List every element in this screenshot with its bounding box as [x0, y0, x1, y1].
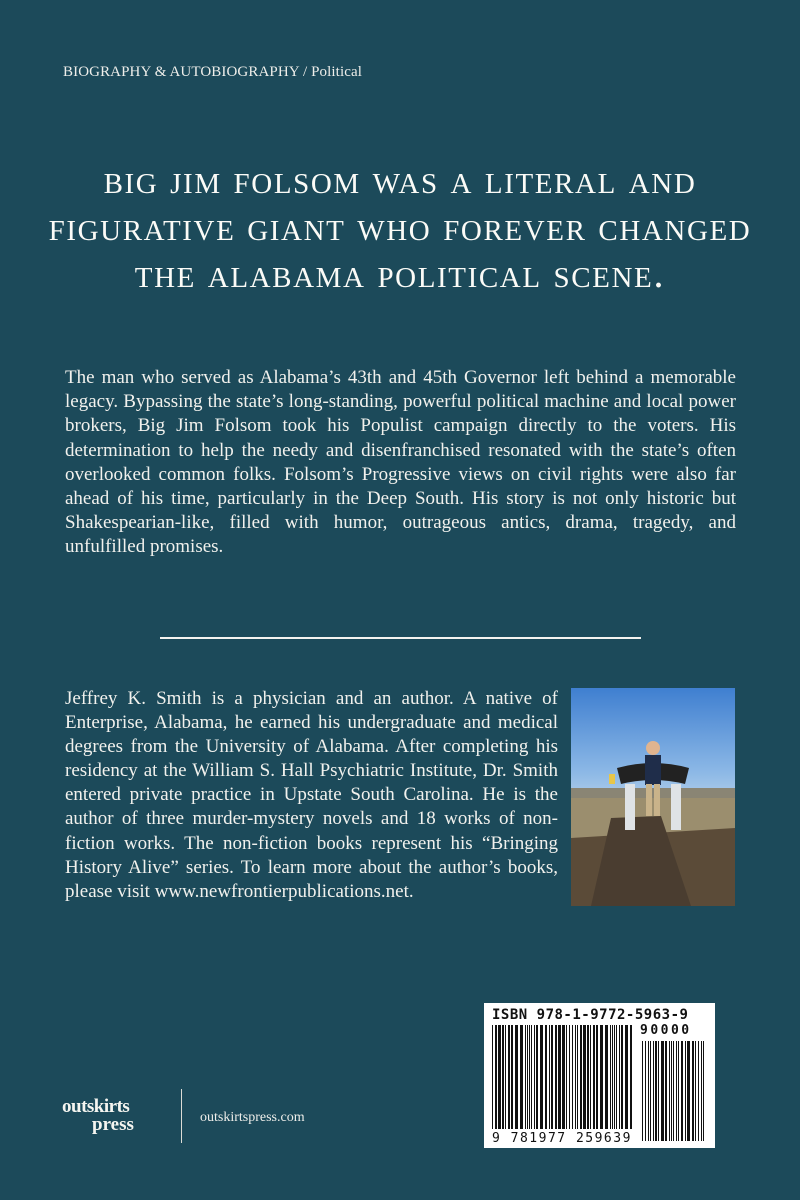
author-bio: Jeffrey K. Smith is a physician and an author. A native of Enterprise, Alabama, he earned his undergraduate and medical degrees from the University of Alabama. After completing his residency at the William S. Hall Psychiatric Institute, Dr. Smith entered private practice in Upstate South Carolina. He is the author of three murder-mystery novels and 18 works of non-fiction works. The non-fiction books represent his “Bringing History Alive” series. To learn more about the author’s books, please visit www.newfrontierpublications.net.	[65, 688, 558, 902]
barcode-bar	[681, 1041, 683, 1141]
barcode-bar	[619, 1025, 620, 1129]
barcode-bar	[575, 1025, 576, 1129]
barcode-bars	[492, 1025, 636, 1129]
barcode-bar	[495, 1025, 497, 1129]
book-blurb: The man who served as Alabama’s 43th and 45th Governor left behind a memorable legacy. Bypassing the state’s long-standing, powerful political machine and local power brokers, Big Jim Folsom took his Populist campaign directly to the voters. His determination to help the needy and disenfranchised resonated with the state’s often overlooked common folks. Folsom’s Progressive views on civil rights were also far ahead of his time, particularly in the Deep South. His story is not only historic but Shakespearian-like, filled with humor, outrageous antics, drama, tragedy, and unfulfilled promises.	[65, 367, 736, 558]
barcode-bar	[669, 1041, 670, 1141]
isbn-text: ISBN 978-1-9772-5963-9	[492, 1007, 689, 1023]
barcode-bar	[645, 1041, 646, 1141]
barcode-bar	[678, 1041, 679, 1141]
barcode-bar	[549, 1025, 550, 1129]
barcode-bar	[610, 1025, 611, 1129]
barcode-bar	[614, 1025, 615, 1129]
barcode-bar	[673, 1041, 674, 1141]
barcode-bar	[692, 1041, 694, 1141]
logo-wordmark-top: outskirts	[62, 1096, 130, 1117]
barcode-bar	[540, 1025, 543, 1129]
isbn-barcode	[484, 1003, 715, 1148]
barcode-bar	[625, 1025, 628, 1129]
barcode-bar	[650, 1041, 651, 1141]
barcode-bar	[593, 1025, 595, 1129]
barcode-bar	[534, 1025, 535, 1129]
barcode-bar	[590, 1025, 591, 1129]
barcode-bar	[558, 1025, 561, 1129]
barcode-bar	[600, 1025, 603, 1129]
barcode-bar	[587, 1025, 589, 1129]
barcode-bar	[527, 1025, 528, 1129]
barcode-bar	[703, 1041, 704, 1141]
barcode-bar	[648, 1041, 649, 1141]
publisher-logo	[62, 1086, 172, 1146]
barcode-bar	[653, 1041, 654, 1141]
barcode-bar	[502, 1025, 504, 1129]
headline: big jim folsom was a literal and figurative giant who forever changed the alabama political scene.	[48, 156, 752, 296]
barcode-bar	[515, 1025, 518, 1129]
barcode-bar	[687, 1041, 690, 1141]
barcode-bar	[630, 1025, 632, 1129]
barcode-bar	[569, 1025, 570, 1129]
barcode-bar	[531, 1025, 532, 1129]
barcode-bar	[701, 1041, 702, 1141]
barcode-bar	[695, 1041, 696, 1141]
barcode-bar	[566, 1025, 567, 1129]
barcode-bar	[498, 1025, 501, 1129]
barcode-bar	[676, 1041, 677, 1141]
barcode-bar	[658, 1041, 659, 1141]
barcode-bar	[572, 1025, 573, 1129]
price-addon: 90000	[640, 1023, 692, 1038]
barcode-bar	[642, 1041, 643, 1141]
barcode-bar	[555, 1025, 557, 1129]
barcode-bar	[655, 1041, 657, 1141]
barcode-bar	[545, 1025, 547, 1129]
barcode-bar	[685, 1041, 686, 1141]
barcode-bar	[621, 1025, 623, 1129]
ean-digits: 9 781977 259639	[492, 1131, 632, 1146]
publisher-url: outskirtspress.com	[200, 1110, 305, 1125]
logo-divider	[181, 1089, 182, 1143]
barcode-bar	[505, 1025, 506, 1129]
barcode-bar	[551, 1025, 553, 1129]
barcode-bar	[665, 1041, 667, 1141]
barcode-bar	[536, 1025, 538, 1129]
barcode-bar	[525, 1025, 526, 1129]
section-divider	[160, 637, 641, 639]
barcode-bar	[661, 1041, 664, 1141]
barcode-bar	[612, 1025, 613, 1129]
barcode-bar	[520, 1025, 523, 1129]
barcode-bar	[698, 1041, 699, 1141]
barcode-bar	[596, 1025, 598, 1129]
logo-wordmark-bottom: press	[92, 1114, 134, 1135]
barcode-bar	[580, 1025, 582, 1129]
addon-barcode-bars	[642, 1041, 708, 1141]
barcode-bar	[508, 1025, 510, 1129]
barcode-bar	[583, 1025, 586, 1129]
barcode-bar	[616, 1025, 617, 1129]
barcode-bar	[671, 1041, 672, 1141]
author-photo	[571, 688, 735, 906]
barcode-bar	[605, 1025, 608, 1129]
barcode-bar	[511, 1025, 513, 1129]
barcode-bar	[577, 1025, 578, 1129]
category-label: BIOGRAPHY & AUTOBIOGRAPHY / Political	[63, 64, 362, 80]
barcode-bar	[529, 1025, 530, 1129]
barcode-bar	[492, 1025, 493, 1129]
barcode-bar	[562, 1025, 565, 1129]
